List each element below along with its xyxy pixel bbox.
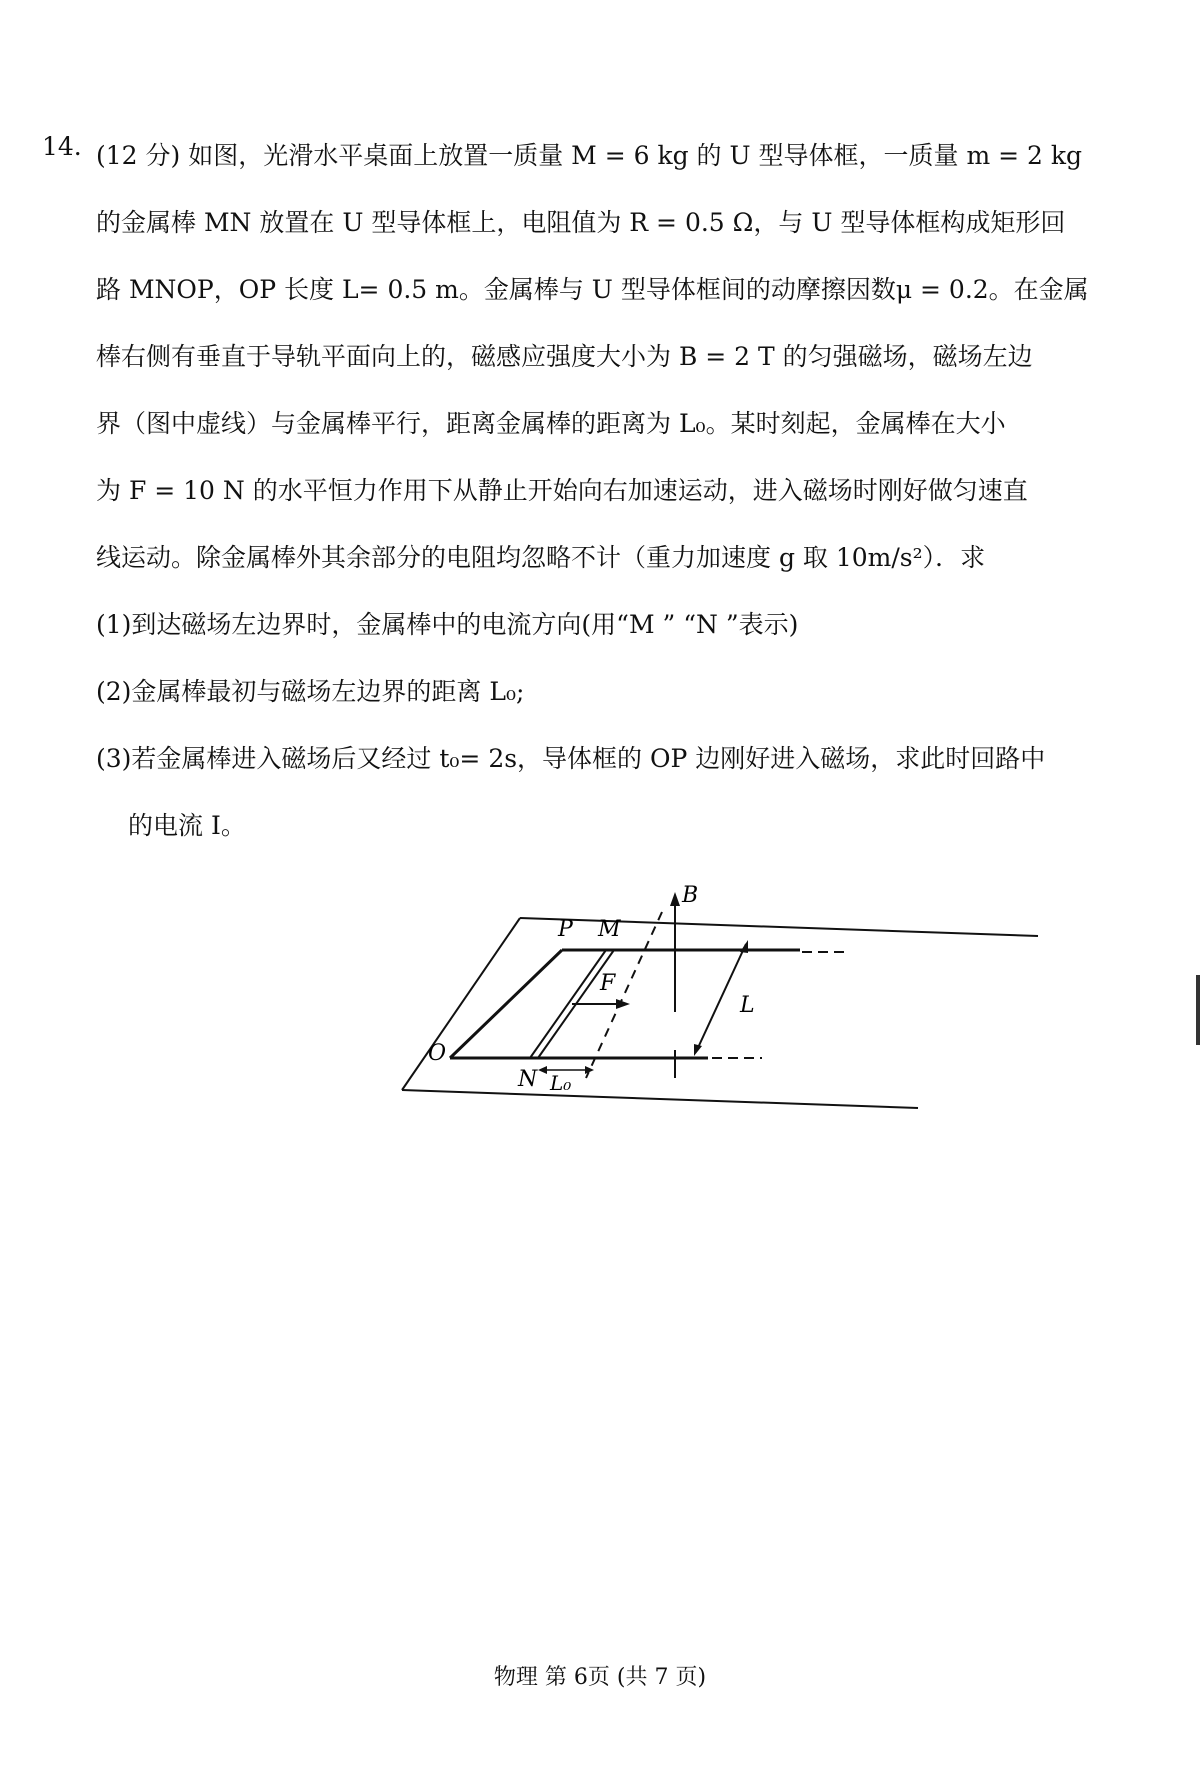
subquestion-2: (2)金属棒最初与磁场左边界的距离 L₀; [96, 677, 525, 706]
label-p: P [558, 917, 573, 942]
l0-arrow-head-left [538, 1066, 547, 1074]
l-arrow-head-bottom [694, 1044, 702, 1056]
question-line-4: 棒右侧有垂直于导轨平面向上的，磁感应强度大小为 B = 2 T 的匀强磁场，磁场左边 [96, 342, 1033, 371]
label-o: O [428, 1041, 447, 1066]
f-arrow-head [616, 999, 630, 1009]
table-left-edge [402, 918, 520, 1090]
l-arrow [696, 944, 746, 1052]
question-line-1: (12 分) 如图，光滑水平桌面上放置一质量 M = 6 kg 的 U 型导体框，一质量 m = 2 kg [96, 141, 1083, 170]
table-bottom-edge [402, 1090, 918, 1108]
l-arrow-head-top [740, 940, 748, 953]
question-line-7: 线运动。除金属棒外其余部分的电阻均忽略不计（重力加速度 g 取 10m/s²）．求 [96, 543, 986, 572]
label-f: F [600, 971, 616, 996]
label-n: N [518, 1067, 538, 1092]
question-line-3: 路 MNOP，OP 长度 L= 0.5 m。金属棒与 U 型导体框间的动摩擦因数μ = 0.2。在金属 [96, 275, 1089, 304]
label-l0: L₀ [550, 1071, 572, 1095]
label-m: M [598, 917, 621, 942]
b-arrow-head [670, 892, 680, 906]
scan-edge-mark [1196, 975, 1200, 1045]
subquestion-3-continued: 的电流 I。 [128, 811, 246, 840]
frame-side-op [450, 950, 562, 1058]
question-line-2: 的金属棒 MN 放置在 U 型导体框上，电阻值为 R = 0.5 Ω，与 U 型导体框构成矩形回 [96, 208, 1066, 237]
subquestion-3: (3)若金属棒进入磁场后又经过 t₀= 2s，导体框的 OP 边刚好进入磁场，求此时回路中 [96, 744, 1046, 773]
physics-diagram [390, 880, 1070, 1120]
question-line-6: 为 F = 10 N 的水平恒力作用下从静止开始向右加速运动，进入磁场时刚好做匀速直 [96, 476, 1028, 505]
question-number: 14. [42, 132, 82, 161]
question-text [96, 122, 1089, 859]
question-line-5: 界（图中虚线）与金属棒平行，距离金属棒的距离为 L₀。某时刻起，金属棒在大小 [96, 409, 1006, 438]
subquestion-1: (1)到达磁场左边界时，金属棒中的电流方向(用“M ” “N ”表示) [96, 610, 799, 639]
label-l: L [740, 993, 755, 1018]
label-b: B [682, 883, 699, 908]
l0-arrow-head-right [585, 1066, 594, 1074]
page-footer: 物理 第 6页 (共 7 页) [493, 1665, 707, 1690]
